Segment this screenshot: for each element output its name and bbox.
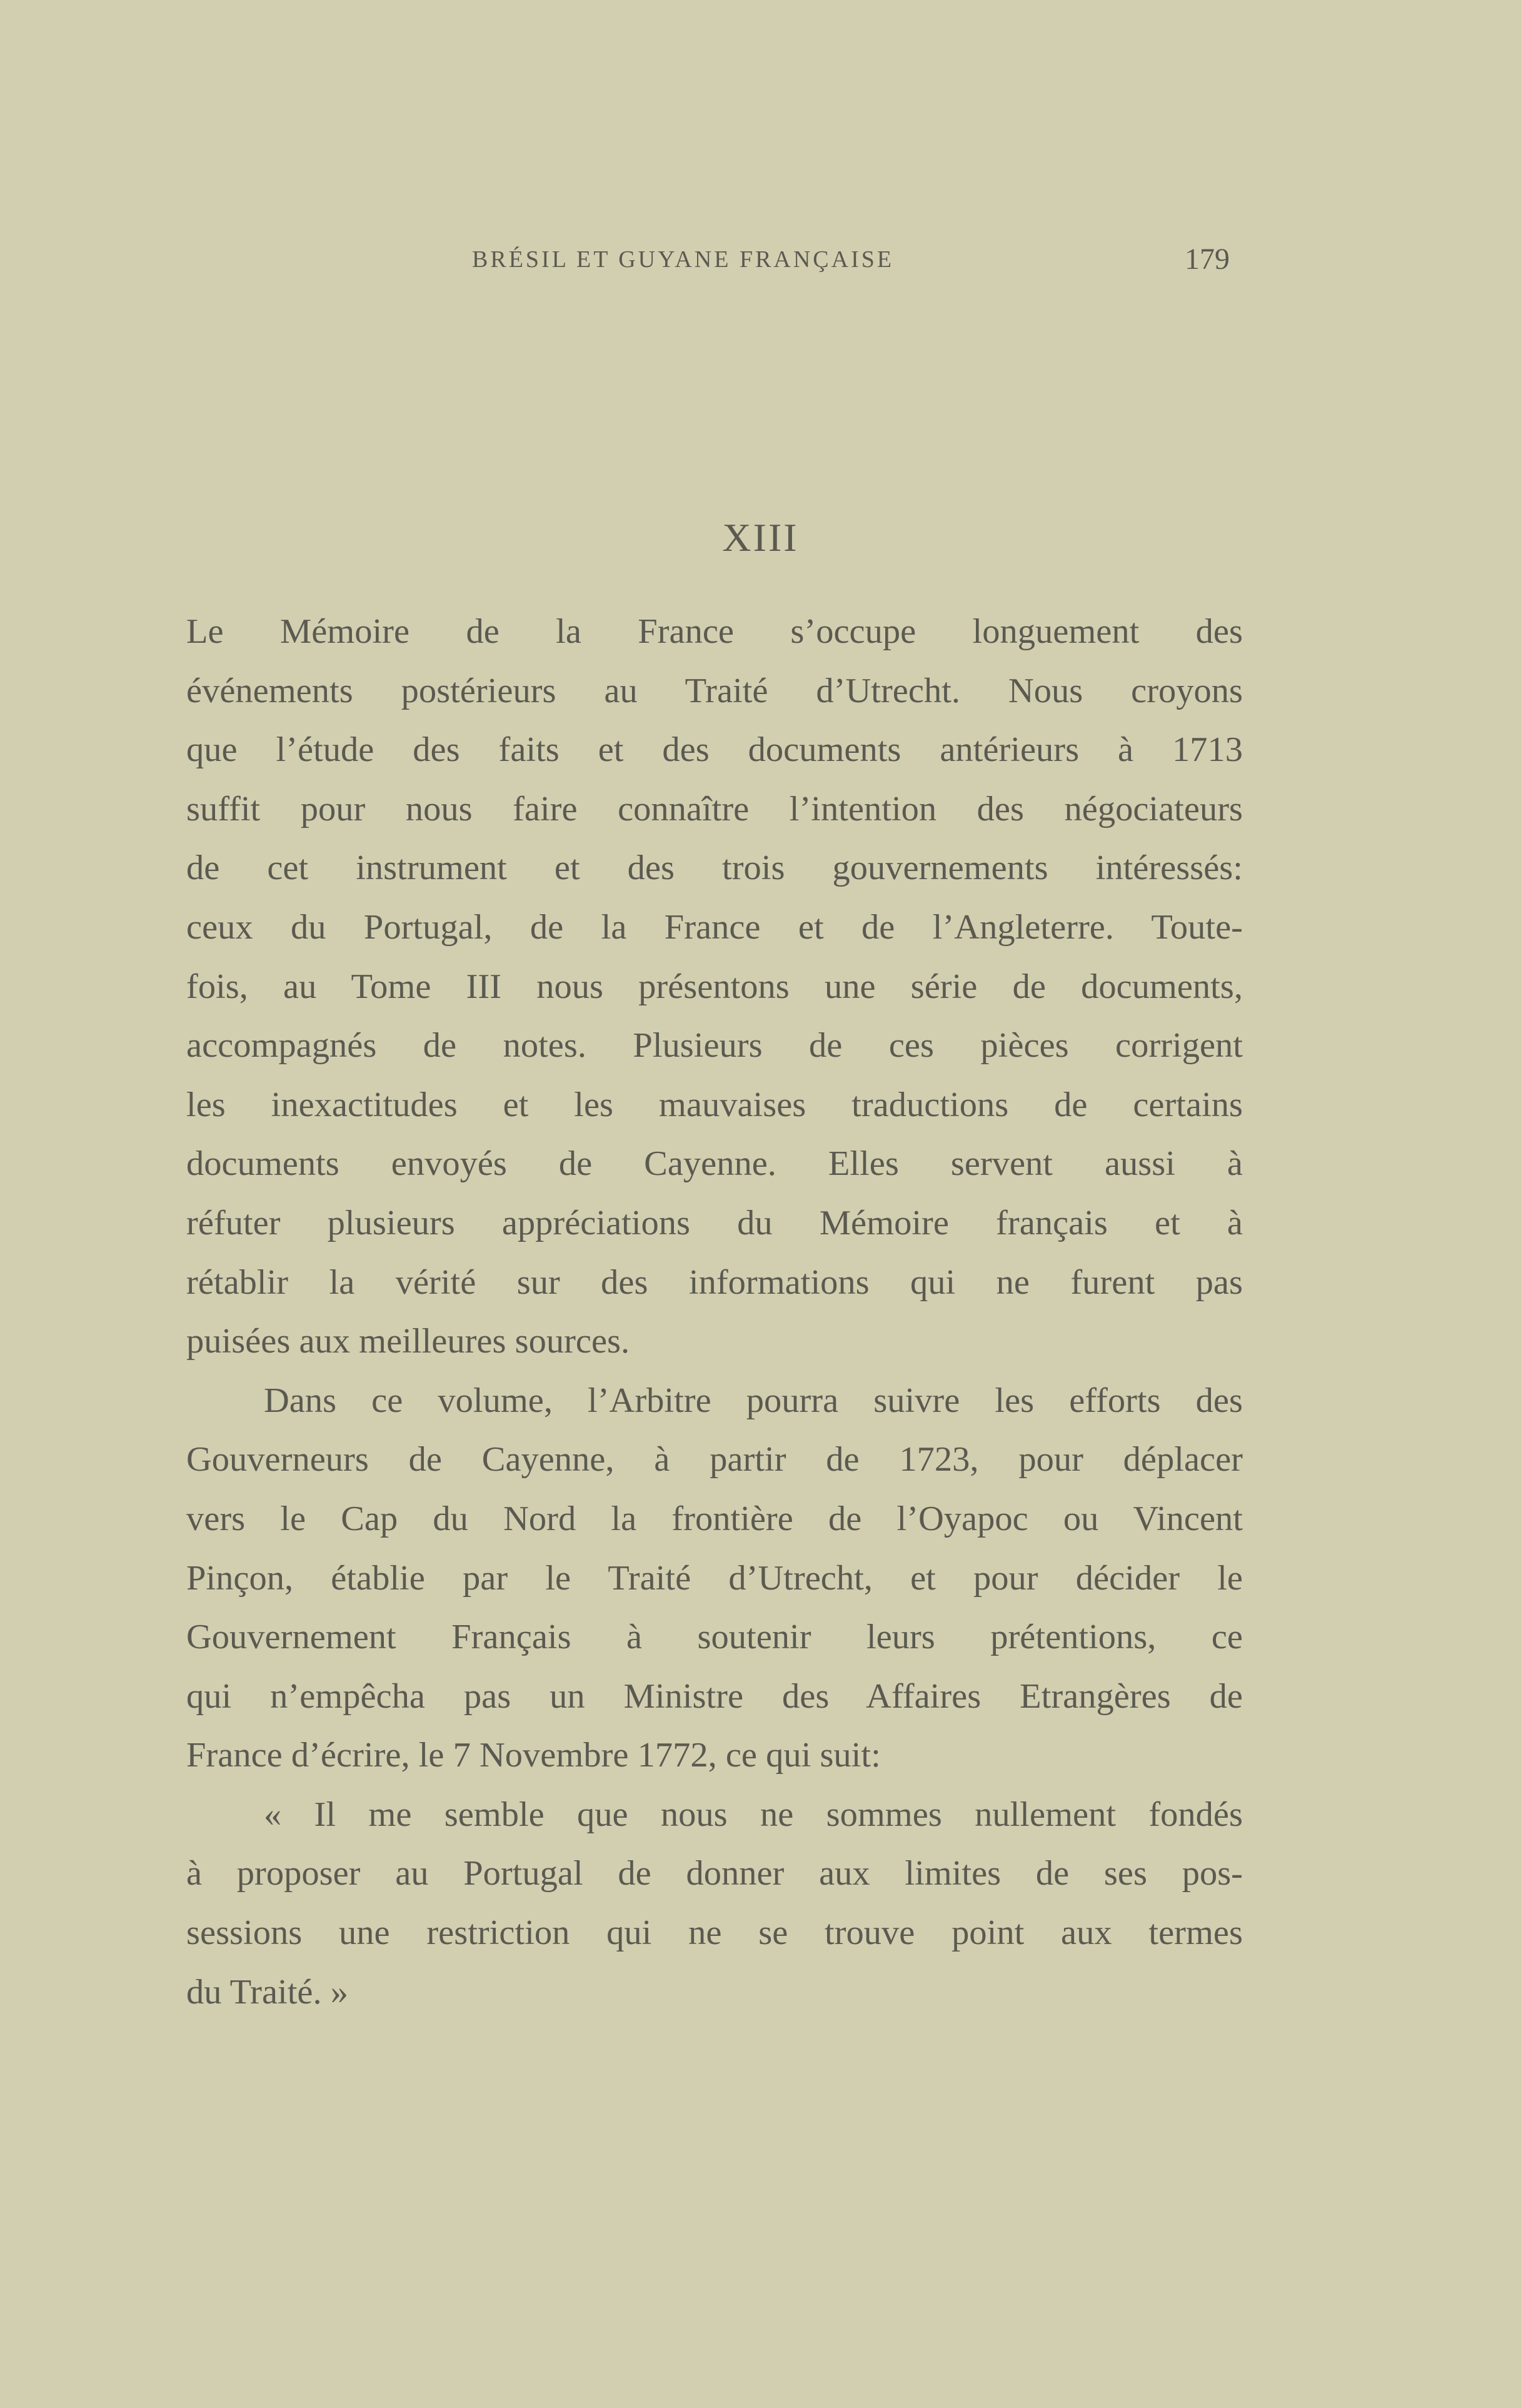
body-text <box>186 602 1243 2022</box>
page-number: 179 <box>1185 243 1230 276</box>
text-line: rétablir la vérité sur des informations qui ne furent pas <box>186 1262 1243 1302</box>
text-line: documents envoyés de Cayenne. Elles servent aussi à <box>186 1144 1243 1184</box>
text-line: puisées aux meilleures sources. <box>186 1322 630 1361</box>
text-line: accompagnés de notes. Plusieurs de ces pièces corrigent <box>186 1026 1243 1065</box>
text-line: du Traité. » <box>186 1972 348 2012</box>
text-line: « Il me semble que nous ne sommes nullement fondés <box>264 1795 1243 1834</box>
text-line: les inexactitudes et les mauvaises traductions de certains <box>186 1085 1243 1124</box>
text-line: fois, au Tome III nous présentons une série de documents, <box>186 967 1243 1006</box>
text-line: Gouvernement Français à soutenir leurs prétentions, ce <box>186 1618 1243 1657</box>
running-title: BRÉSIL ET GUYANE FRANÇAISE <box>472 246 895 273</box>
text-line: à proposer au Portugal de donner aux limites de ses pos- <box>186 1854 1243 1893</box>
text-line: Dans ce volume, l’Arbitre pourra suivre les efforts des <box>264 1381 1243 1420</box>
text-line: Gouverneurs de Cayenne, à partir de 1723, pour déplacer <box>186 1440 1243 1479</box>
text-line: Le Mémoire de la France s’occupe longuement des <box>186 612 1243 651</box>
text-line: suffit pour nous faire connaître l’intention des négociateurs <box>186 789 1243 829</box>
text-line: sessions une restriction qui ne se trouve point aux termes <box>186 1913 1243 1953</box>
text-line: ceux du Portugal, de la France et de l’Angleterre. Toute- <box>186 907 1243 947</box>
text-line: que l’étude des faits et des documents antérieurs à 1713 <box>186 730 1243 770</box>
text-line: Pinçon, établie par le Traité d’Utrecht, et pour décider le <box>186 1558 1243 1598</box>
chapter-number: XIII <box>722 515 799 560</box>
running-head <box>0 238 1521 281</box>
text-line: vers le Cap du Nord la frontière de l’Oyapoc ou Vincent <box>186 1499 1243 1538</box>
text-line: France d’écrire, le 7 Novembre 1772, ce qui suit: <box>186 1736 881 1775</box>
text-line: de cet instrument et des trois gouvernements intéressés: <box>186 849 1243 888</box>
text-line: qui n’empêcha pas un Ministre des Affaires Etrangères de <box>186 1676 1243 1716</box>
text-line: réfuter plusieurs appréciations du Mémoire français et à <box>186 1203 1243 1242</box>
text-line: événements postérieurs au Traité d’Utrecht. Nous croyons <box>186 671 1243 710</box>
